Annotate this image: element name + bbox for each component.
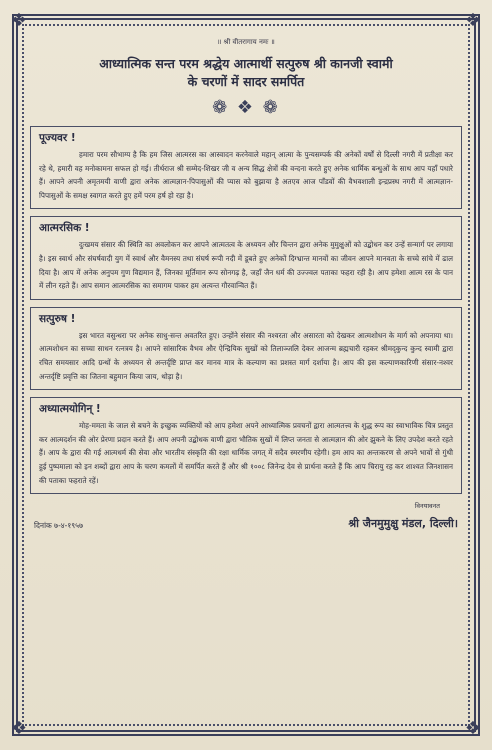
dedication-line-1: आध्यात्मिक सन्त परम श्रद्धेय आत्मार्थी सत्पुरुष श्री कानजी स्वामी — [99, 56, 393, 71]
section-pujyavar — [30, 126, 462, 209]
signature-block — [348, 501, 458, 531]
ornament-icon: ❁ ❖ ❁ — [212, 97, 280, 118]
dedication-line-2: के चरणों में सादर समर्पित — [187, 74, 305, 89]
section-heading: पूज्यवर ! — [39, 132, 76, 144]
section-heading: आत्मरसिक ! — [39, 222, 90, 235]
footer — [30, 501, 462, 531]
section-satpurush — [30, 307, 462, 390]
section-atmarasik — [30, 216, 462, 299]
section-text: दुःखमय संसार की स्थिति का अवलोकन कर आपने आत्मतत्व के अध्ययन और चिन्तन द्वारा अनेक मुमुक्षुओं को उद्बोधन कर उन्हें सन्मार्ग पर लगाया है। इस स्वार्थ और संघर्षवादी युग में स्वार्थ और वैमनस्य तथा संघर्ष रूपी नदी में डूबते हुए अनेकों दिग्भ्रान्त मानवों का जीवन आपने मानवता के सच्चे सांचे में ढाल दिया है। आप में अनेक अनुपम गुण विद्यमान हैं, जिनका मूर्तिमान रूप सोनगढ़ है, जहाँ जैन धर्म की उज्ज्वल पताका फहरा रही है। आप हमेशा आत्म रस के पान में लीन रहते हैं। आप समान आत्मरसिक का समागम पाकर हम अत्यन्त गौरवान्वित हैं। — [39, 240, 453, 291]
corner-ornament-icon: ❖ — [464, 718, 482, 739]
dedication — [30, 55, 462, 91]
mantra: ॥ श्री वीतरागाय नमः ॥ — [217, 38, 275, 46]
corner-ornament-icon: ❖ — [10, 10, 28, 31]
section-adhyatmayogin — [30, 397, 462, 494]
section-text: हमारा परम सौभाग्य है कि हम जिस आत्मरस का आस्वादन करनेवाले महान् आत्मा के पुन्यसम्पर्क की अनेकों वर्षों से दिल्ली नगरी में प्रतीक्षा कर रहे थे, हमारी वह मनोकामना सफल हो गई। तीर्थराज श्री सम्मेद-शिखर जी व अन्य सिद्ध क्षेत्रों की वन्दना करते हुए अनेक धार्मिक बन्धुओं के साथ आप यहाँ पधारे हैं। आपने अपनी अमृतमयी वाणी द्वारा अनेक आत्मज्ञान-पिपासुओं की प्यास को बुझाया है अतएव आज पाँडवों की वैभवशाली इन्द्रप्रस्थ नगरी में आत्मज्ञान-पिपासुओं के समक्ष स्वागत करते हुए हमें परम हर्ष हो रहा है। — [39, 150, 453, 200]
section-heading: सत्पुरुष ! — [39, 312, 76, 325]
document-content — [30, 38, 462, 718]
section-text: मोह-ममता के जाल से बचने के इच्छुक व्यक्तियों को आप हमेशा अपने आध्यात्मिक प्रवचनों द्वारा आत्मतत्त्व के शुद्ध रूप का स्वाभाविक चित्र प्रस्तुत कर आत्मदर्शन की ओर प्रेरणा प्रदान करते हैं। आप अपनी उद्बोधक वाणी द्वारा भौतिक सुखों में लिप्त जनता से आत्मज्ञान की ओर झुकने के लिए उपदेश करते रहते हैं। आप के द्वारा की गई आत्मधर्म की सेवा और भारतीय संस्कृति की रक्षा धार्मिक जगत् में सदैव स्मरणीय रहेगी। हम आप का अन्तःकरण से अपने भावों से गुंथी हुई पुष्पमाला को इन शब्दों द्वारा आप के चरण कमलों में समर्पित करते हैं और श्री १००८ जिनेन्द्र देव से प्रार्थना करते हैं कि आप चिरायु रह कर शाश्वत जिनशासन की पताका फहराते रहें। — [39, 421, 453, 485]
date: दिनांक ७-४-१९५७ — [34, 521, 83, 531]
section-text: इस भारत वसुन्धरा पर अनेक साधु-सन्त अवतरित हुए। उन्होंने संसार की नश्वरता और असारता को देखकर आत्मशोधन के मार्ग को अपनाया था। आत्मशोधन का सच्चा साधन रत्नत्रय है। आपने सांसारिक वैभव और ऐन्द्रियिक सुखों को तिलाञ्जलि देकर आजन्म ब्रह्मचारी रहकर श्रीमद्कुन्द कुन्द स्वामी द्वारा रचित समयसार आदि ग्रन्थों के अध्ययन से अन्तर्दृष्टि प्राप्त कर मानव मात्र के कल्याण का प्रशस्त मार्ग दर्शाया है। आप की इस कल्याणकारिणी संसार-नश्वर अन्तर्दृष्टि प्रवृत्ति का जितना बहुमान किया जाय, थोड़ा है। — [39, 330, 453, 381]
section-heading: अध्यात्मयोगिन् ! — [39, 403, 101, 416]
corner-ornament-icon: ❖ — [10, 718, 28, 739]
requester-label: विनयावनत — [414, 502, 440, 511]
organization-name: श्री जैनमुमुक्षु मंडल, दिल्ली। — [348, 517, 458, 531]
corner-ornament-icon: ❖ — [464, 10, 482, 31]
